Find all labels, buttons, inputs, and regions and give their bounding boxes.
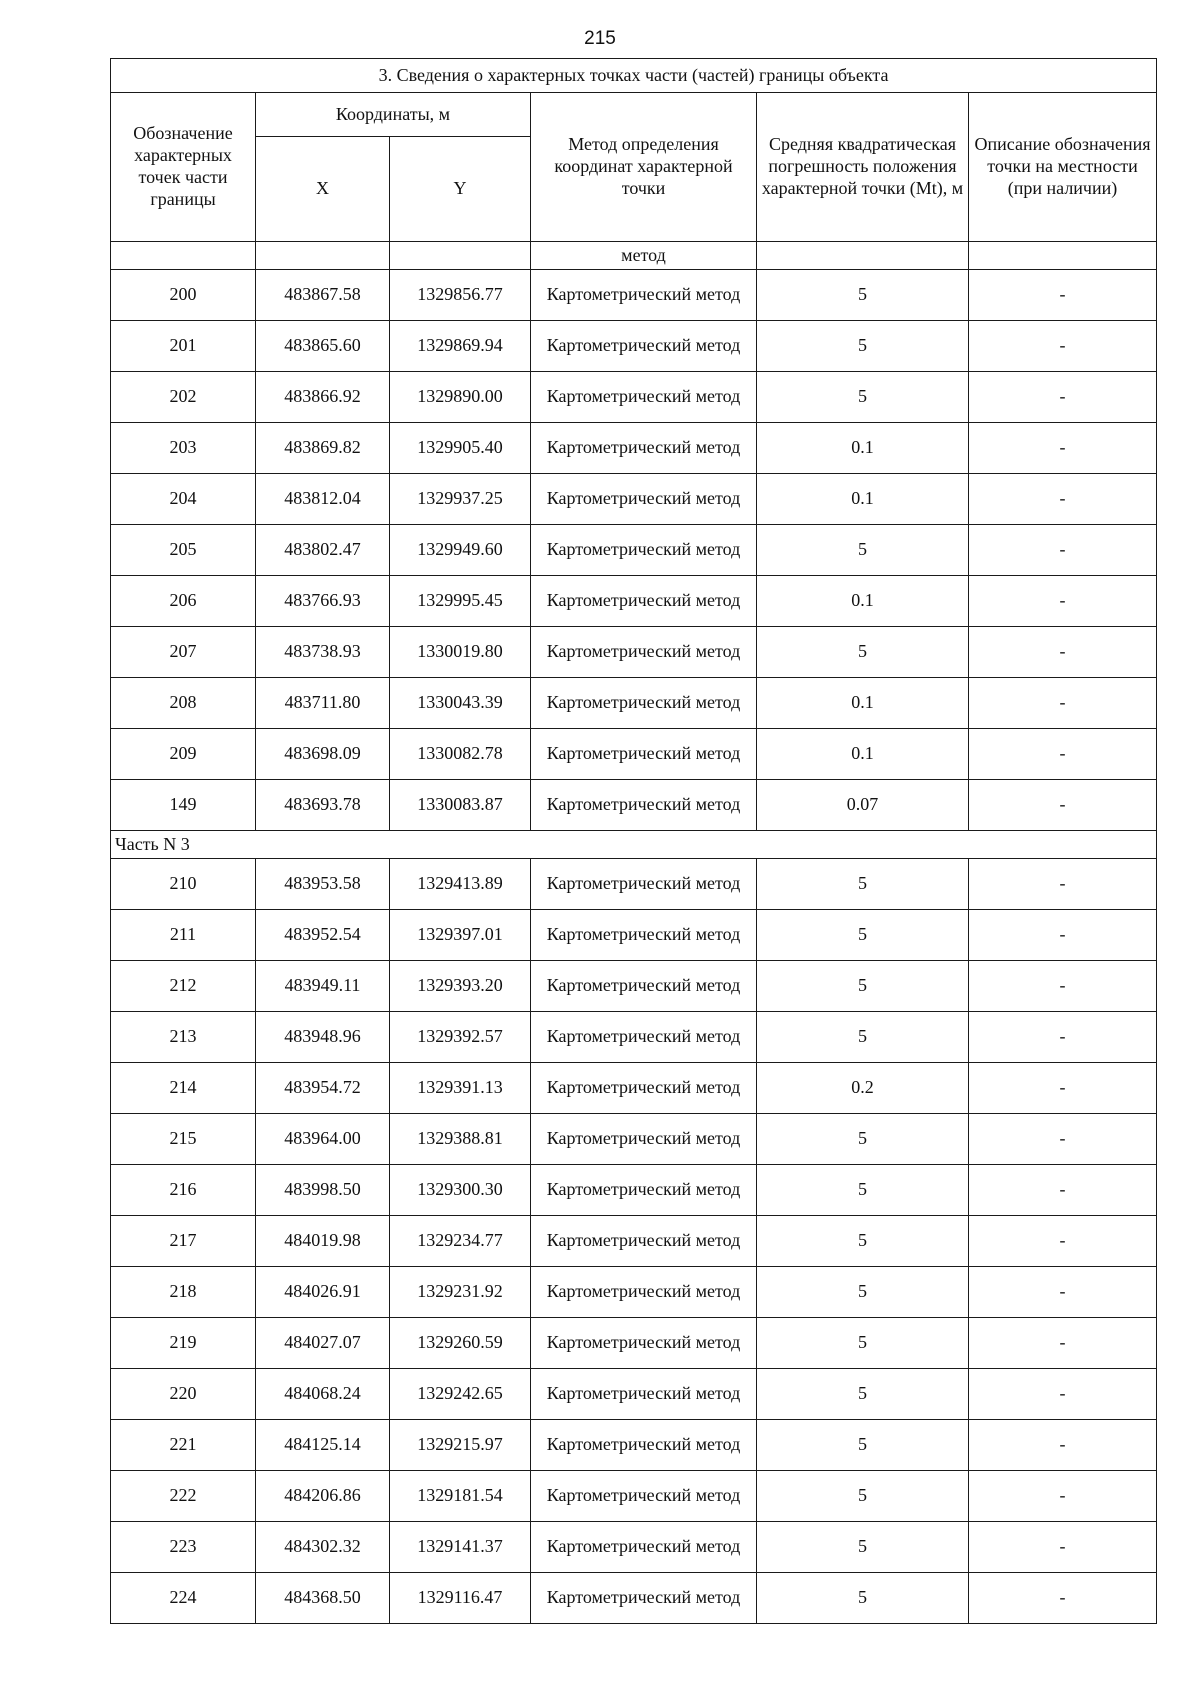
characteristic-points-table — [110, 58, 1157, 1624]
table-row — [111, 525, 1157, 576]
method-cell: Картометрический метод — [531, 270, 757, 321]
x-coordinate-cell: 484206.86 — [256, 1471, 390, 1522]
header-method: Метод определения координат характерной точки — [531, 93, 757, 242]
method-cell: Картометрический метод — [531, 780, 757, 831]
y-coordinate-cell: 1330083.87 — [390, 780, 531, 831]
x-coordinate-cell: 483698.09 — [256, 729, 390, 780]
x-coordinate-cell: 483738.93 — [256, 627, 390, 678]
point-designation-cell: 221 — [111, 1420, 256, 1471]
description-cell: - — [969, 1522, 1157, 1573]
table-row — [111, 1522, 1157, 1573]
point-designation-cell: 211 — [111, 910, 256, 961]
description-cell: - — [969, 780, 1157, 831]
accuracy-cell: 5 — [757, 1369, 969, 1420]
point-designation-cell: 224 — [111, 1573, 256, 1624]
header-accuracy: Средняя квадратическая погрешность положения характерной точки (Mt), м — [757, 93, 969, 242]
x-coordinate-cell: 483766.93 — [256, 576, 390, 627]
x-coordinate-cell: 483952.54 — [256, 910, 390, 961]
method-cell: Картометрический метод — [531, 961, 757, 1012]
method-cell: Картометрический метод — [531, 525, 757, 576]
method-cell: Картометрический метод — [531, 423, 757, 474]
accuracy-cell: 0.1 — [757, 423, 969, 474]
accuracy-cell: 5 — [757, 1471, 969, 1522]
x-coordinate-cell: 483954.72 — [256, 1063, 390, 1114]
y-coordinate-cell: 1329890.00 — [390, 372, 531, 423]
method-cell: Картометрический метод — [531, 1369, 757, 1420]
method-cell: Картометрический метод — [531, 321, 757, 372]
point-designation-cell: 217 — [111, 1216, 256, 1267]
table-row — [111, 1165, 1157, 1216]
x-coordinate-cell: 483948.96 — [256, 1012, 390, 1063]
point-designation-cell: 201 — [111, 321, 256, 372]
point-designation-cell: 207 — [111, 627, 256, 678]
accuracy-cell: 5 — [757, 859, 969, 910]
method-cell: Картометрический метод — [531, 678, 757, 729]
point-designation-cell: 215 — [111, 1114, 256, 1165]
y-coordinate-cell: 1329392.57 — [390, 1012, 531, 1063]
method-cell: Картометрический метод — [531, 1012, 757, 1063]
table-row — [111, 1267, 1157, 1318]
description-cell: - — [969, 678, 1157, 729]
point-designation-cell: 204 — [111, 474, 256, 525]
x-coordinate-cell: 483867.58 — [256, 270, 390, 321]
y-coordinate-cell: 1329300.30 — [390, 1165, 531, 1216]
header-x: X — [256, 137, 390, 242]
accuracy-cell: 5 — [757, 270, 969, 321]
table-row — [111, 678, 1157, 729]
accuracy-cell: 5 — [757, 1420, 969, 1471]
method-cell: Картометрический метод — [531, 729, 757, 780]
table-row — [111, 1573, 1157, 1624]
accuracy-cell: 5 — [757, 1522, 969, 1573]
table-row — [111, 780, 1157, 831]
table-row — [111, 1318, 1157, 1369]
y-coordinate-cell: 1329949.60 — [390, 525, 531, 576]
y-coordinate-cell: 1329413.89 — [390, 859, 531, 910]
empty-cell — [111, 242, 256, 270]
accuracy-cell: 5 — [757, 961, 969, 1012]
y-coordinate-cell: 1329905.40 — [390, 423, 531, 474]
method-cell: Картометрический метод — [531, 1165, 757, 1216]
header-row — [111, 93, 1157, 137]
accuracy-cell: 5 — [757, 627, 969, 678]
x-coordinate-cell: 484125.14 — [256, 1420, 390, 1471]
table-title-row — [111, 59, 1157, 93]
point-designation-cell: 216 — [111, 1165, 256, 1216]
x-coordinate-cell: 483869.82 — [256, 423, 390, 474]
y-coordinate-cell: 1329215.97 — [390, 1420, 531, 1471]
table-row — [111, 1063, 1157, 1114]
y-coordinate-cell: 1329391.13 — [390, 1063, 531, 1114]
accuracy-cell: 5 — [757, 1165, 969, 1216]
point-designation-cell: 222 — [111, 1471, 256, 1522]
description-cell: - — [969, 1420, 1157, 1471]
description-cell: - — [969, 576, 1157, 627]
empty-cell — [969, 242, 1157, 270]
description-cell: - — [969, 729, 1157, 780]
y-coordinate-cell: 1330082.78 — [390, 729, 531, 780]
y-coordinate-cell: 1329116.47 — [390, 1573, 531, 1624]
accuracy-cell: 0.2 — [757, 1063, 969, 1114]
table-row — [111, 576, 1157, 627]
method-cell: Картометрический метод — [531, 1318, 757, 1369]
point-designation-cell: 213 — [111, 1012, 256, 1063]
y-coordinate-cell: 1329393.20 — [390, 961, 531, 1012]
description-cell: - — [969, 910, 1157, 961]
accuracy-cell: 0.1 — [757, 474, 969, 525]
continuation-row — [111, 242, 1157, 270]
description-cell: - — [969, 961, 1157, 1012]
y-coordinate-cell: 1330043.39 — [390, 678, 531, 729]
description-cell: - — [969, 372, 1157, 423]
part-header-row — [111, 831, 1157, 859]
x-coordinate-cell: 483693.78 — [256, 780, 390, 831]
accuracy-cell: 5 — [757, 1012, 969, 1063]
point-designation-cell: 200 — [111, 270, 256, 321]
table-row — [111, 372, 1157, 423]
page-number: 215 — [584, 28, 616, 49]
y-coordinate-cell: 1329856.77 — [390, 270, 531, 321]
accuracy-cell: 5 — [757, 525, 969, 576]
y-coordinate-cell: 1329388.81 — [390, 1114, 531, 1165]
description-cell: - — [969, 270, 1157, 321]
header-description: Описание обозначения точки на местности (при наличии) — [969, 93, 1157, 242]
table-row — [111, 627, 1157, 678]
table-row — [111, 1471, 1157, 1522]
accuracy-cell: 0.1 — [757, 678, 969, 729]
table-row — [111, 270, 1157, 321]
accuracy-cell: 5 — [757, 372, 969, 423]
table-row — [111, 1216, 1157, 1267]
point-designation-cell: 203 — [111, 423, 256, 474]
y-coordinate-cell: 1329937.25 — [390, 474, 531, 525]
point-designation-cell: 214 — [111, 1063, 256, 1114]
accuracy-cell: 5 — [757, 910, 969, 961]
header-coordinates: Координаты, м — [256, 93, 531, 137]
x-coordinate-cell: 483998.50 — [256, 1165, 390, 1216]
empty-cell — [256, 242, 390, 270]
description-cell: - — [969, 1318, 1157, 1369]
table-row — [111, 1114, 1157, 1165]
empty-cell — [390, 242, 531, 270]
point-designation-cell: 208 — [111, 678, 256, 729]
x-coordinate-cell: 483802.47 — [256, 525, 390, 576]
table-row — [111, 910, 1157, 961]
y-coordinate-cell: 1329260.59 — [390, 1318, 531, 1369]
table-row — [111, 474, 1157, 525]
description-cell: - — [969, 1165, 1157, 1216]
method-cell: Картометрический метод — [531, 627, 757, 678]
point-designation-cell: 219 — [111, 1318, 256, 1369]
x-coordinate-cell: 483711.80 — [256, 678, 390, 729]
y-coordinate-cell: 1329995.45 — [390, 576, 531, 627]
x-coordinate-cell: 483953.58 — [256, 859, 390, 910]
accuracy-cell: 5 — [757, 1318, 969, 1369]
description-cell: - — [969, 1471, 1157, 1522]
y-coordinate-cell: 1329242.65 — [390, 1369, 531, 1420]
method-cell: Картометрический метод — [531, 1216, 757, 1267]
x-coordinate-cell: 483964.00 — [256, 1114, 390, 1165]
method-cell: Картометрический метод — [531, 1114, 757, 1165]
method-cell: Картометрический метод — [531, 1267, 757, 1318]
method-cell: Картометрический метод — [531, 1420, 757, 1471]
y-coordinate-cell: 1329181.54 — [390, 1471, 531, 1522]
description-cell: - — [969, 1573, 1157, 1624]
accuracy-cell: 5 — [757, 1216, 969, 1267]
description-cell: - — [969, 1012, 1157, 1063]
description-cell: - — [969, 321, 1157, 372]
method-cell: Картометрический метод — [531, 1573, 757, 1624]
description-cell: - — [969, 423, 1157, 474]
x-coordinate-cell: 483812.04 — [256, 474, 390, 525]
description-cell: - — [969, 1267, 1157, 1318]
y-coordinate-cell: 1329869.94 — [390, 321, 531, 372]
method-cell: Картометрический метод — [531, 576, 757, 627]
point-designation-cell: 209 — [111, 729, 256, 780]
x-coordinate-cell: 484019.98 — [256, 1216, 390, 1267]
point-designation-cell: 220 — [111, 1369, 256, 1420]
point-designation-cell: 205 — [111, 525, 256, 576]
point-designation-cell: 218 — [111, 1267, 256, 1318]
accuracy-cell: 0.1 — [757, 729, 969, 780]
method-cell: Картометрический метод — [531, 910, 757, 961]
x-coordinate-cell: 483866.92 — [256, 372, 390, 423]
point-designation-cell: 223 — [111, 1522, 256, 1573]
accuracy-cell: 0.07 — [757, 780, 969, 831]
description-cell: - — [969, 1063, 1157, 1114]
continuation-text: метод — [531, 242, 757, 270]
table-row — [111, 859, 1157, 910]
method-cell: Картометрический метод — [531, 372, 757, 423]
y-coordinate-cell: 1329234.77 — [390, 1216, 531, 1267]
table-row — [111, 321, 1157, 372]
header-y: Y — [390, 137, 531, 242]
description-cell: - — [969, 525, 1157, 576]
point-designation-cell: 149 — [111, 780, 256, 831]
description-cell: - — [969, 1216, 1157, 1267]
table-row — [111, 961, 1157, 1012]
x-coordinate-cell: 483949.11 — [256, 961, 390, 1012]
x-coordinate-cell: 484302.32 — [256, 1522, 390, 1573]
x-coordinate-cell: 483865.60 — [256, 321, 390, 372]
table-row — [111, 1420, 1157, 1471]
y-coordinate-cell: 1329231.92 — [390, 1267, 531, 1318]
point-designation-cell: 212 — [111, 961, 256, 1012]
table-row — [111, 729, 1157, 780]
description-cell: - — [969, 1369, 1157, 1420]
method-cell: Картометрический метод — [531, 1063, 757, 1114]
x-coordinate-cell: 484026.91 — [256, 1267, 390, 1318]
header-point-designation: Обозначение характерных точек части границы — [111, 93, 256, 242]
x-coordinate-cell: 484027.07 — [256, 1318, 390, 1369]
y-coordinate-cell: 1329397.01 — [390, 910, 531, 961]
description-cell: - — [969, 1114, 1157, 1165]
table-title: 3. Сведения о характерных точках части (частей) границы объекта — [111, 59, 1157, 93]
accuracy-cell: 5 — [757, 1114, 969, 1165]
accuracy-cell: 5 — [757, 1267, 969, 1318]
method-cell: Картометрический метод — [531, 1522, 757, 1573]
table-row — [111, 423, 1157, 474]
method-cell: Картометрический метод — [531, 474, 757, 525]
accuracy-cell: 0.1 — [757, 576, 969, 627]
accuracy-cell: 5 — [757, 321, 969, 372]
table-row — [111, 1012, 1157, 1063]
method-cell: Картометрический метод — [531, 1471, 757, 1522]
part-label: Часть N 3 — [111, 831, 1157, 859]
y-coordinate-cell: 1330019.80 — [390, 627, 531, 678]
point-designation-cell: 210 — [111, 859, 256, 910]
x-coordinate-cell: 484068.24 — [256, 1369, 390, 1420]
method-cell: Картометрический метод — [531, 859, 757, 910]
y-coordinate-cell: 1329141.37 — [390, 1522, 531, 1573]
empty-cell — [757, 242, 969, 270]
point-designation-cell: 206 — [111, 576, 256, 627]
table-row — [111, 1369, 1157, 1420]
accuracy-cell: 5 — [757, 1573, 969, 1624]
description-cell: - — [969, 859, 1157, 910]
description-cell: - — [969, 627, 1157, 678]
x-coordinate-cell: 484368.50 — [256, 1573, 390, 1624]
point-designation-cell: 202 — [111, 372, 256, 423]
description-cell: - — [969, 474, 1157, 525]
